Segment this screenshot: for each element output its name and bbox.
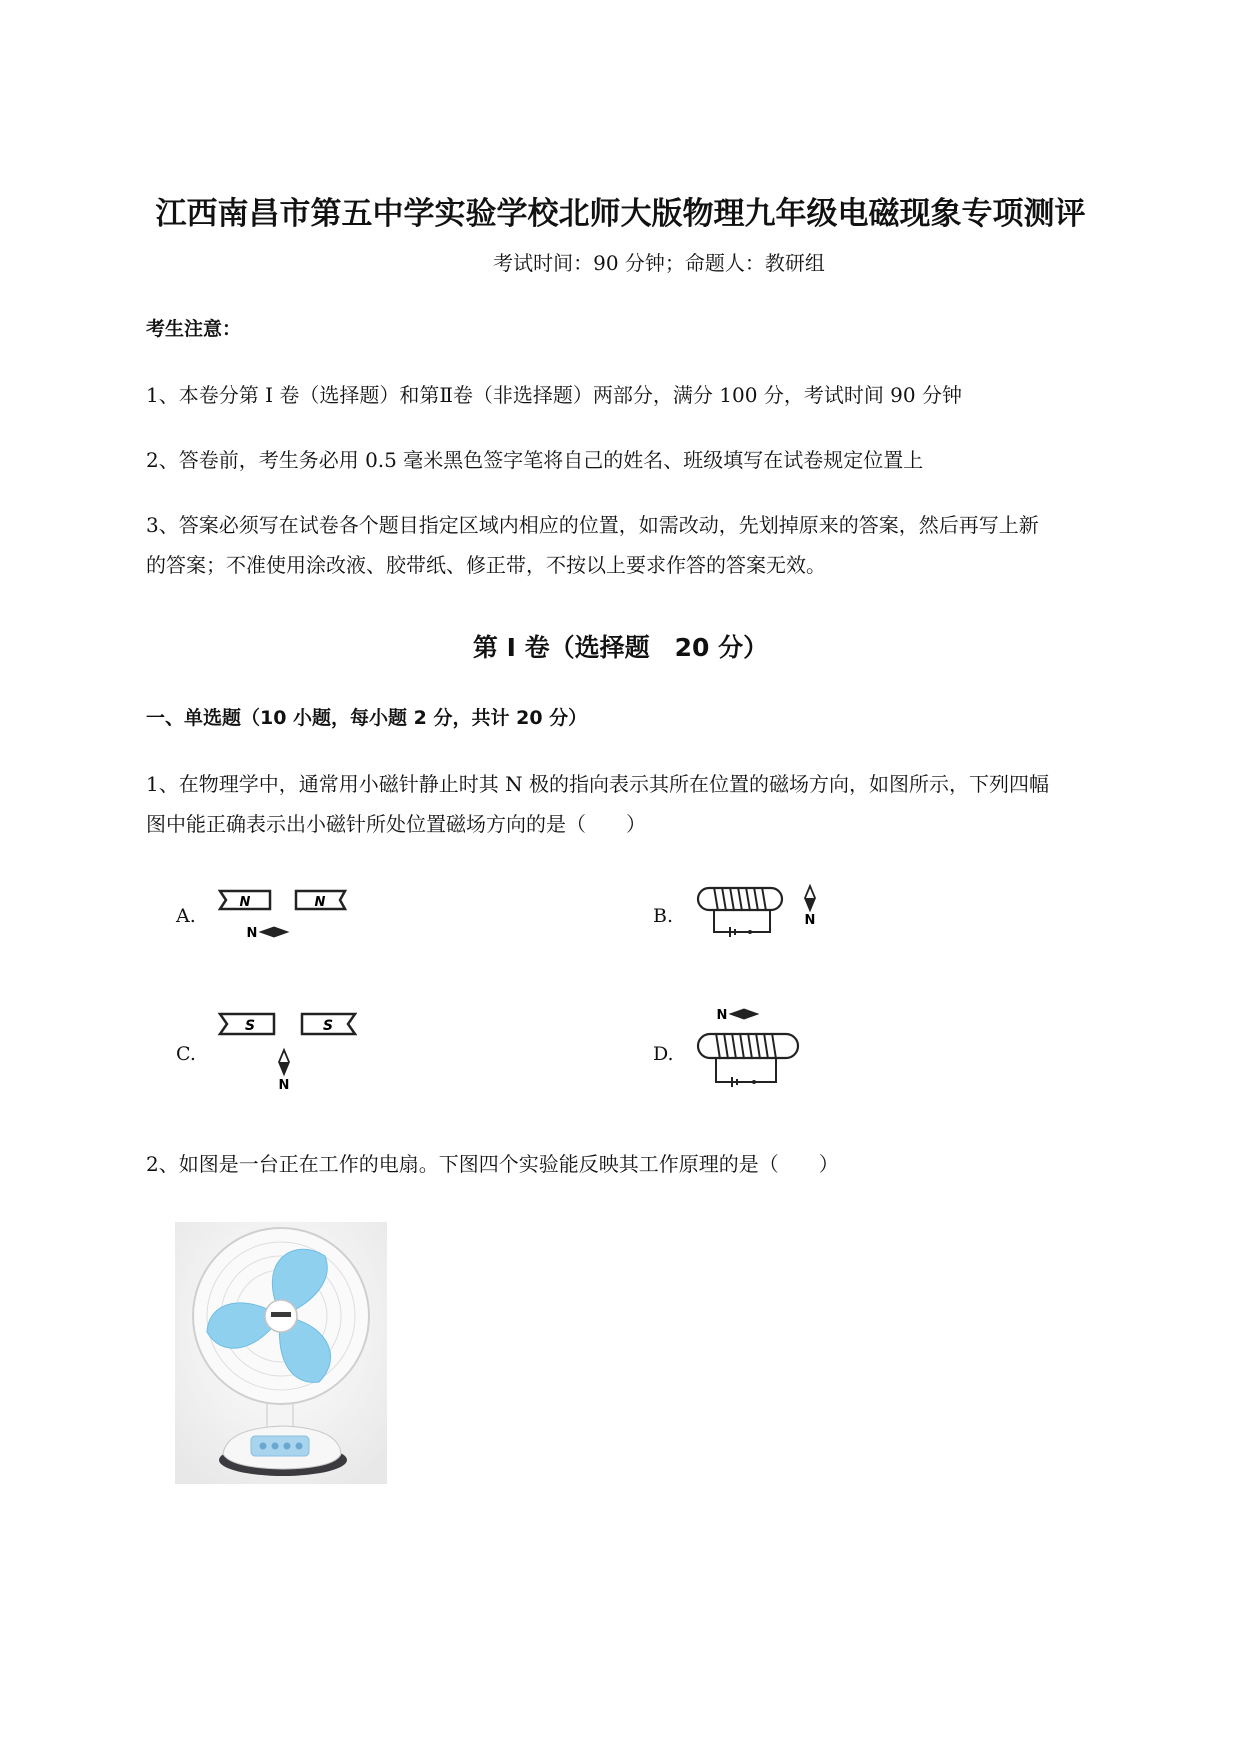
option-b-label[interactable]: B. — [653, 905, 674, 927]
option-c-label[interactable]: C. — [176, 1043, 196, 1065]
notice-item-2: 2、答卷前，考生务必用 0.5 毫米黑色签字笔将自己的姓名、班级填写在试卷规定位置上 — [146, 448, 924, 472]
switch-icon — [748, 930, 752, 934]
needle-n-label-d: N — [716, 1008, 728, 1023]
option-b-figure[interactable] — [688, 880, 824, 946]
question-1-line-1: 1、在物理学中，通常用小磁针静止时其 N 极的指向表示其所在位置的磁场方向，如图所示，下列四幅 — [146, 772, 1049, 796]
needle-n-label-c: N — [278, 1078, 290, 1093]
notice-item-3: 3、答案必须写在试卷各个题目指定区域内相应的位置，如需改动，先划掉原来的答案，然后再写上新 — [146, 513, 1039, 537]
exam-subtitle: 考试时间：90 分钟；命题人：教研组 — [493, 251, 825, 275]
needle-n-label-b: N — [804, 913, 816, 928]
section-title: 第 I 卷（选择题 20 分） — [472, 633, 769, 662]
needle-n-label-a: N — [246, 926, 258, 941]
pole-label-a1: N — [239, 895, 251, 910]
part-title: 一、单选题（10 小题，每小题 2 分，共计 20 分） — [146, 707, 588, 729]
question-1-line-2: 图中能正确表示出小磁针所处位置磁场方向的是（ ） — [146, 812, 646, 836]
switch-icon — [752, 1080, 756, 1084]
pole-label-c2: S — [322, 1018, 334, 1034]
option-d-label[interactable]: D. — [653, 1043, 674, 1065]
notice-item-3-cont: 的答案；不准使用涂改液、胶带纸、修正带，不按以上要求作答的答案无效。 — [146, 553, 826, 577]
pole-label-c1: S — [244, 1018, 256, 1034]
option-a-label[interactable]: A. — [176, 905, 196, 927]
option-c-figure[interactable] — [208, 1006, 360, 1098]
electric-fan-image — [175, 1222, 387, 1484]
notice-title: 考生注意： — [146, 318, 242, 340]
option-d-figure[interactable] — [688, 1000, 816, 1096]
exam-title: 江西南昌市第五中学实验学校北师大版物理九年级电磁现象专项测评 — [155, 196, 1086, 232]
option-a-figure[interactable] — [208, 885, 350, 943]
notice-item-1: 1、本卷分第 I 卷（选择题）和第Ⅱ卷（非选择题）两部分，满分 100 分，考试时间 90 分钟 — [146, 383, 962, 407]
pole-label-a2: N — [314, 895, 326, 910]
question-2-line-1: 2、如图是一台正在工作的电扇。下图四个实验能反映其工作原理的是（ ） — [146, 1152, 839, 1176]
